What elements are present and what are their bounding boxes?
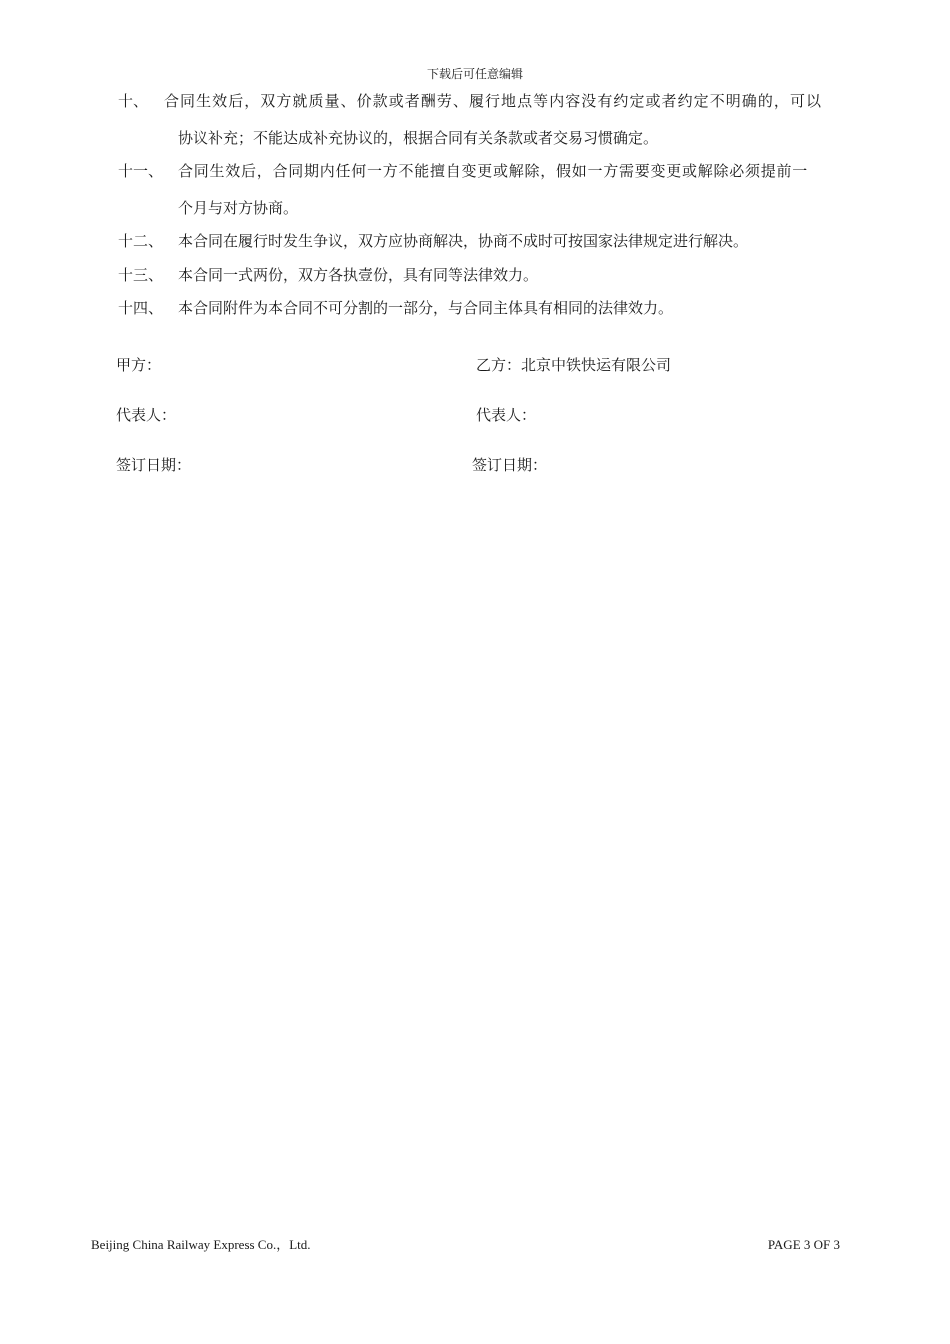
clause-text-line: 合同生效后，合同期内任何一方不能擅自变更或解除，假如一方需要变更或解除必须提前一 xyxy=(178,162,809,180)
clause-text-line: 协议补充；不能达成补充协议的，根据合同有关条款或者交易习惯确定。 xyxy=(178,129,659,147)
party-b-sign-date: 签订日期： xyxy=(472,456,548,474)
clause-number: 十四、 xyxy=(118,299,164,317)
clause-text-line: 个月与对方协商。 xyxy=(178,199,299,217)
footer-page-number: PAGE 3 OF 3 xyxy=(767,1237,840,1252)
clause-text-line: 本合同附件为本合同不可分割的一部分，与合同主体具有相同的法律效力。 xyxy=(178,299,674,317)
clause-number: 十、 xyxy=(118,92,149,110)
clause-text-line: 合同生效后，双方就质量、价款或者酬劳、履行地点等内容没有约定或者约定不明确的，可以 xyxy=(164,92,823,110)
clause-text-line: 本合同一式两份，双方各执壹份，具有同等法律效力。 xyxy=(178,266,539,284)
clause-number: 十二、 xyxy=(118,232,164,250)
footer-company: Beijing China Railway Express Co.，Ltd. xyxy=(91,1237,311,1252)
party-b-representative: 代表人： xyxy=(476,406,537,424)
party-a-sign-date: 签订日期： xyxy=(116,456,192,474)
party-a-label: 甲方： xyxy=(116,356,162,374)
party-a-representative: 代表人： xyxy=(116,406,177,424)
party-b-label: 乙方：北京中铁快运有限公司 xyxy=(476,356,672,374)
clause-text-line: 本合同在履行时发生争议，双方应协商解决，协商不成时可按国家法律规定进行解决。 xyxy=(178,232,749,250)
clause-number: 十三、 xyxy=(118,266,164,284)
header-note: 下载后可任意编辑 xyxy=(426,67,523,81)
clause-number: 十一、 xyxy=(118,162,164,180)
